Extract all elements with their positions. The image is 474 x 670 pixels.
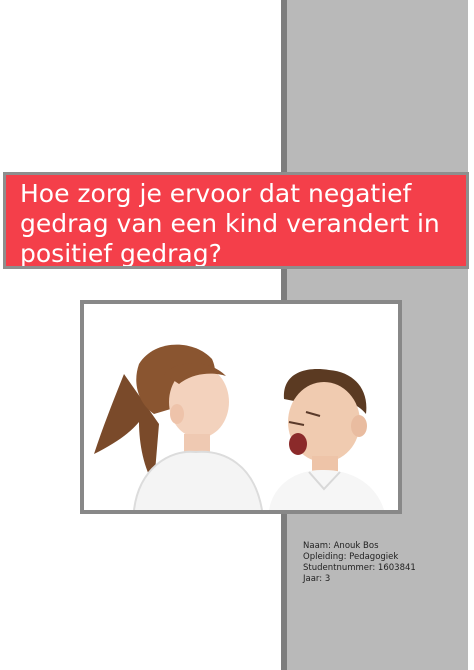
author-program: Opleiding: Pedagogiek xyxy=(303,552,399,562)
title-banner xyxy=(3,172,469,269)
author-info xyxy=(303,541,463,585)
document-title: Hoe zorg je ervoor dat negatief gedrag van een kind verandert in positief gedrag? xyxy=(20,179,440,268)
author-year: Jaar: 3 xyxy=(303,574,331,584)
author-name: Naam: Anouk Bos xyxy=(303,541,379,551)
children-photo-illustration xyxy=(84,304,398,510)
author-student-number: Studentnummer: 1603841 xyxy=(303,563,416,573)
cover-photo xyxy=(80,300,402,514)
